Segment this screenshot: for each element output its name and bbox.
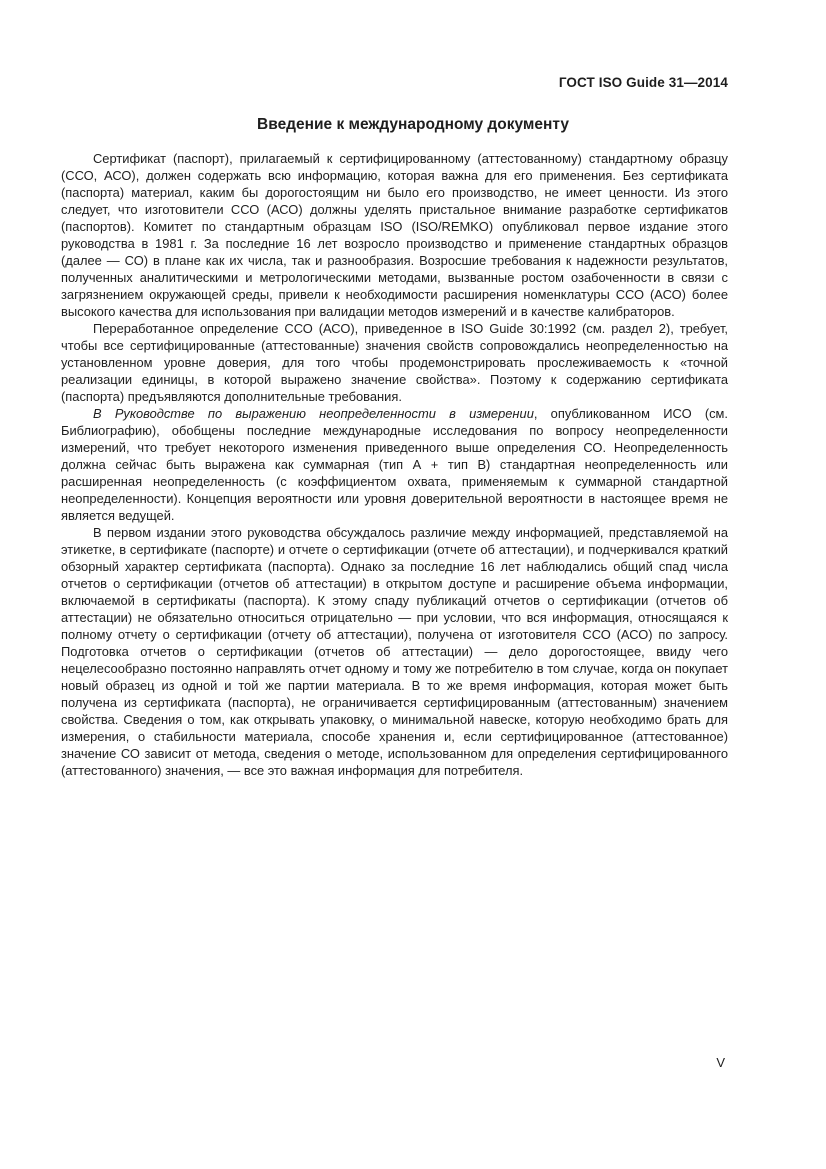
paragraph-3-italic-title: В Руководстве по выражению неопределенности в измерении <box>93 406 534 421</box>
page-number: V <box>716 1055 725 1070</box>
body-text <box>61 150 728 779</box>
section-title: Введение к международному документу <box>257 116 569 133</box>
document-id-header: ГОСТ ISO Guide 31—2014 <box>558 75 728 90</box>
paragraph-2: Переработанное определение ССО (АСО), приведенное в ISO Guide 30:1992 (см. раздел 2), требует, чтобы все сертифицированные (аттестованные) значения свойств сопровождались неопределенностью на установленном уровне доверия, для того чтобы продемонстрировать прослеживаемость к «точной реализации единицы, в которой выражено значение свойства». Поэтому к содержанию сертификата (паспорта) предъявляются дополнительные требования. <box>61 321 728 404</box>
paragraph-3-text: , опубликованном ИСО (см. Библиографию), обобщены последние международные исследования по вопросу неопределенности измерений, что требует некоторого изменения приведенного выше определения СО. Неопределенность должна сейчас быть выражена как суммарная (тип А + тип В) стандартная неопределенность или расширенная неопределенность (с коэффициентом охвата, применяемым к суммарной стандартной неопределенности). Концепция вероятности или уровня доверительной вероятности в настоящее время не является ведущей. <box>61 406 728 523</box>
paragraph-3 <box>61 405 728 524</box>
paragraph-4: В первом издании этого руководства обсуждалось различие между информацией, представляемой на этикетке, в сертификате (паспорте) и отчете о сертификации (отчете об аттестации), и подчеркивался краткий обзорный характер сертификата (паспорта). Однако за последние 16 лет наблюдались общий спад числа отчетов о сертификации (отчетов об аттестации) в открытом доступе и расширение объема информации, включаемой в сертификаты (паспорта). К этому спаду публикаций отчетов о сертификации (отчетов об аттестации) не обязательно относиться отрицательно — при условии, что вся информация, относящаяся к полному отчету о сертификации (отчету об аттестации), получена от изготовителя ССО (АСО) по запросу. Подготовка отчетов о сертификации (отчетов об аттестации) — дело дорогостоящее, ввиду чего нецелесообразно постоянно направлять отчет одному и тому же потребителю в том случае, когда он покупает новый образец из одной и той же партии материала. В то же время информация, которая может быть получена из сертификата (паспорта), не ограничивается сертифицированным (аттестованным) значением свойства. Сведения о том, как открывать упаковку, о минимальной навеске, которую необходимо брать для измерения, о стабильности материала, способе хранения и, если сертифицированное (аттестованное) значение СО зависит от метода, сведения о методе, использованном для определения сертифицированного (аттестованного) значения, — все это важная информация для потребителя. <box>61 525 728 778</box>
paragraph-1: Сертификат (паспорт), прилагаемый к сертифицированному (аттестованному) стандартному образцу (ССО, АСО), должен содержать всю информацию, которая важна для его применения. Без сертификата (паспорта) материал, каким бы дорогостоящим ни было его производство, не имеет ценности. Из этого следует, что изготовители ССО (АСО) должны уделять пристальное внимание разработке сертификатов (паспортов). Комитет по стандартным образцам ISO (ISO/REMKO) опубликовал первое издание этого руководства в 1981 г. За последние 16 лет возросло производство и применение стандартных образцов (далее — СО) в плане как их числа, так и разнообразия. Возросшие требования к надежности результатов, полученных аналитическими и метрологическими методами, вызванные ростом озабоченности в связи с загрязнением окружающей среды, привели к необходимости расширения номенклатуры ССО (АСО) более высокого качества для использования при валидации методов измерений и в качестве калибраторов. <box>61 151 728 319</box>
